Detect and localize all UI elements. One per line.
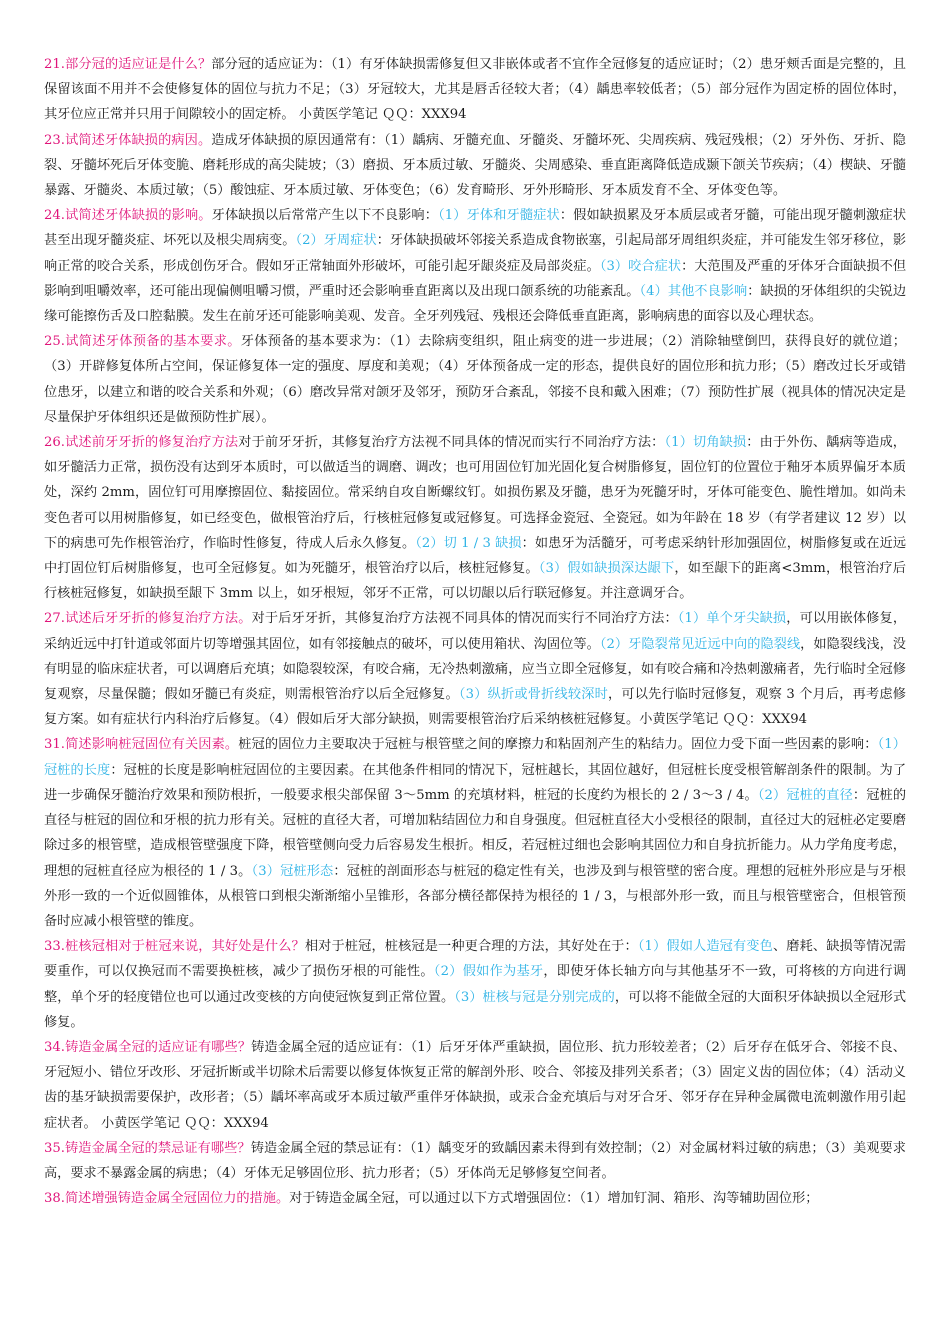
point-heading: （3）咬合症状 bbox=[599, 258, 682, 274]
qa-entry bbox=[44, 128, 906, 204]
answer-text: ：冠桩的直径与桩冠的固位和牙根的抗力形有关。冠桩的直径大者，可增加粘结固位力和自身强度。但冠桩直径大小受根径的限制，直径过大的冠桩必定要磨除过多的根管壁，造成根管壁强度下降，根管壁侧向受力后容易发生根折。相反，若冠桩过细也会影响其固位力和自身抗折能力。从力学角度考虑，理想的冠桩直径应为根径的 1 / 3。 bbox=[44, 787, 907, 879]
qa-entry bbox=[44, 732, 906, 934]
answer-text: ，即使牙体长轴方向与其他基牙不一致，可将核的方向进行调整，单个牙的轻度错位也可以通过改变核的方向使冠恢复到正常位置。 bbox=[44, 964, 907, 1005]
point-heading: （2）牙周症状 bbox=[295, 233, 377, 249]
answer-text: 对于后牙牙折，其修复治疗方法视不同具体的情况而实行不同治疗方法： bbox=[251, 611, 678, 627]
point-heading: （3）桩核与冠是分别完成的 bbox=[454, 989, 615, 1005]
qa-entry bbox=[44, 606, 906, 732]
question-heading: 25.试简述牙体预备的基本要求。 bbox=[44, 334, 241, 350]
answer-text: ：大范围及严重的牙体牙合面缺损不但影响到咀嚼效率，还可能出现偏侧咀嚼习惯，严重时还会影响垂直距离以及出现口颌系统的功能紊乱。 bbox=[44, 258, 907, 299]
point-heading: （1）牙体和牙髓症状 bbox=[438, 208, 560, 224]
answer-text: 牙体预备的基本要求为：（1）去除病变组织，阻止病变的进一步进展；（2）消除轴壁倒凹，获得良好的就位道；（3）开辟修复体所占空间，保证修复体一定的强度、厚度和美观；（4）牙体预备成一定的形态，提供良好的固位形和抗力形；（5）磨改过长牙或错位患牙，以建立和谐的咬合关系和外观；（6）磨改异常对颌牙及邻牙，预防牙合紊乱，邻接不良和戴入困难；（7）预防性扩展（视具体的情况决定是尽量保护牙体组织还是做预防性扩展）。 bbox=[44, 334, 906, 425]
answer-text: ，如隐裂线浅，没有明显的临床症状者，可以调磨后充填；如隐裂较深，有咬合痛，无冷热刺激痛，应当立即全冠修复，如有咬合痛和冷热刺激痛者，先行临时全冠修复观察，尽量保髓；假如牙髓已有炎症，则需根管治疗以后全冠修复。 bbox=[44, 636, 906, 703]
answer-text: 部分冠的适应证为：（1）有牙体缺损需修复但又非嵌体或者不宜作全冠修复的适应证时；（2）患牙颊舌面是完整的，且保留该面不用并不会使修复体的固位与抗力不足；（3）牙冠较大，尤其是唇舌径较大者；（4）龋患率较低者；（5）部分冠作为固定桥的固位体时，其牙位应正常并只用于间隙较小的固定桥。 小黄医学笔记 ＱＱ：XXX94 bbox=[44, 57, 906, 123]
point-heading: （3）冠桩形态 bbox=[251, 863, 334, 879]
qa-entry bbox=[44, 1186, 906, 1211]
answer-text: 造成牙体缺损的原因通常有：（1）龋病、牙髓充血、牙髓炎、牙髓坏死、尖周疾病、残冠残根；（2）牙外伤、牙折、隐裂、牙髓坏死后牙体变脆、磨耗形成的高尖陡坡；（3）磨损、牙本质过敏、牙髓炎、尖周感染、垂直距离降低造成颞下颌关节疾病；（4）楔缺、牙髓暴露、牙髓炎、本质过敏；（5）酸蚀症、牙本质过敏、牙体变色；（6）发育畸形、牙外形畸形、牙本质发育不全、牙体变色等。 bbox=[44, 132, 906, 199]
answer-text: ，可以先行临时冠修复，观察 3 个月后，再考虑修复方案。如有症状行内科治疗后修复。（4）假如后牙大部分缺损，则需要根管治疗后采纳核桩冠修复。小黄医学笔记 ＱＱ：XXX94 bbox=[44, 687, 906, 728]
qa-entry bbox=[44, 430, 906, 606]
question-heading: 33.桩核冠相对于桩冠来说，其好处是什么？ bbox=[44, 939, 305, 955]
qa-entry bbox=[44, 934, 906, 1035]
answer-text: 牙体缺损以后常常产生以下不良影响： bbox=[211, 208, 439, 224]
answer-text: ：冠桩的剖面形态与桩冠的稳定性有关，也涉及到与根管壁的密合度。理想的冠桩外形应是与牙根外形一致的一个近似圆锥体，从根管口到根尖渐渐缩小呈锥形，各部分横径都保持为根径的 1 / 3，与根部外形一致，而且与根管壁密合，但根管预备时应减小根管壁的锥度。 bbox=[44, 863, 906, 929]
qa-entry bbox=[44, 203, 906, 329]
answer-text: ，可以将不能做全冠的大面积牙体缺损以全冠形式修复。 bbox=[44, 989, 907, 1030]
point-heading: （1）冠桩的长度 bbox=[44, 737, 906, 778]
point-heading: （2）冠桩的直径 bbox=[757, 787, 853, 803]
question-heading: 35.铸造金属全冠的禁忌证有哪些？ bbox=[44, 1140, 251, 1156]
qa-entry bbox=[44, 1136, 906, 1186]
point-heading: （4）其他不良影响 bbox=[639, 283, 748, 299]
answer-text: 桩冠的固位力主要取决于冠桩与根管壁之间的摩擦力和粘固剂产生的粘结力。固位力受下面一些因素的影响： bbox=[238, 737, 878, 753]
question-heading: 21.部分冠的适应证是什么？ bbox=[44, 57, 212, 72]
answer-text: ，可以用嵌体修复，采纳近远中打针道或邻面片切等增强其固位，如有邻接触点的破坏，可以使用箱状、沟固位等。 bbox=[44, 611, 907, 652]
question-heading: 27.试述后牙牙折的修复治疗方法。 bbox=[44, 611, 252, 627]
answer-text: ：缺损的牙体组织的尖锐边缘可能擦伤舌及口腔黏膜。发生在前牙还可能影响美观、发音。全牙列残冠、残根还会降低垂直距离，影响病患的面容以及心理状态。 bbox=[44, 283, 907, 325]
qa-entry bbox=[44, 52, 906, 128]
answer-text: 相对于桩冠，桩核冠是一种更合理的方法，其好处在于： bbox=[304, 939, 638, 955]
point-heading: （1）单个牙尖缺损 bbox=[677, 611, 787, 627]
point-heading: （1）假如人造冠有变色 bbox=[637, 939, 773, 955]
answer-text: ：由于外伤、龋病等造成，如牙髓活力正常，损伤没有达到牙本质时，可以做适当的调磨、调改；也可用固位钉加光固化复合树脂修复，固位钉的位置位于釉牙本质界偏牙本质处，深约 2mm，固位钉可用摩擦固位、黏接固位。常采纳自攻自断螺纹钉。如损伤累及牙髓，患牙为死髓牙时，牙体可能变色、脆性增加。如尚未变色者可以用树脂修复，如已经变色，做根管治疗后，行核桩冠修复或冠修复。可选择金瓷冠、全瓷冠。如为年龄在 18 岁（有学者建议 12 岁）以下的病患可先作根管治疗，作临时性修复，待成人后永久修复。 bbox=[44, 435, 906, 551]
question-heading: 26.试述前牙牙折的修复治疗方法 bbox=[44, 435, 239, 451]
point-heading: （1）切角缺损 bbox=[664, 435, 747, 451]
answer-text: 铸造金属全冠的禁忌证有：（1）龋变牙的致龋因素未得到有效控制；（2）对金属材料过敏的病患；（3）美观要求高，要求不暴露金属的病患；（4）牙体无足够固位形、抗力形者；（5）牙体尚无足够修复空间者。 bbox=[44, 1140, 906, 1181]
point-heading: （3）假如缺损深达龈下 bbox=[538, 561, 675, 577]
document-page bbox=[44, 52, 906, 1211]
qa-entry bbox=[44, 1035, 906, 1136]
point-heading: （2）牙隐裂常见近远中向的隐裂线 bbox=[599, 636, 801, 652]
question-heading: 34.铸造金属全冠的适应证有哪些？ bbox=[44, 1039, 252, 1055]
question-heading: 38.简述增强铸造金属全冠固位力的措施。 bbox=[44, 1191, 290, 1207]
answer-text: 、磨耗、缺损等情况需要重作，可以仅换冠而不需要换桩核，减少了损伤牙根的可能性。 bbox=[44, 939, 906, 980]
question-heading: 24.试简述牙体缺损的影响。 bbox=[44, 208, 212, 224]
answer-text: 对于前牙牙折，其修复治疗方法视不同具体的情况而实行不同治疗方法： bbox=[238, 435, 665, 451]
answer-text: 铸造金属全冠的适应证有：（1）后牙牙体严重缺损，固位形、抗力形较差者；（2）后牙存在低牙合、邻接不良、牙冠短小、错位牙改形、牙冠折断或半切除术后需要以修复体恢复正常的解剖外形、咬合、邻接及排列关系者；（3）固定义齿的固位体；（4）活动义齿的基牙缺损需要保护，改形者；（5）龋坏率高或牙本质过敏严重伴牙体缺损，或汞合金充填后与对牙合牙、邻牙存在异种金属微电流刺激作用引起症状者。 小黄医学笔记 ＱＱ：XXX94 bbox=[44, 1039, 906, 1131]
answer-text: 对于铸造金属全冠，可以通过以下方式增强固位：（1）增加钉洞、箱形、沟等辅助固位形； bbox=[289, 1191, 819, 1207]
answer-text: ：牙体缺损破坏邻接关系造成食物嵌塞，引起局部牙周组织炎症，并可能发生邻牙移位，影响正常的咬合关系，形成创伤牙合。假如牙正常轴面外形破坏，可能引起牙龈炎症及局部炎症。 bbox=[44, 233, 907, 274]
point-heading: （2）假如作为基牙 bbox=[433, 964, 544, 980]
question-heading: 31.简述影响桩冠固位有关因素。 bbox=[44, 737, 239, 753]
question-heading: 23.试简述牙体缺损的病因。 bbox=[44, 132, 212, 148]
qa-entry bbox=[44, 329, 906, 430]
answer-text: ，如至龈下的距离<3mm，根管治疗后行核桩冠修复，如缺损至龈下 3mm 以上，如牙根短，邻牙不正常，可以切龈以后行联冠修复。并注意调牙合。 bbox=[44, 561, 906, 602]
point-heading: （3）纵折或骨折线较深时 bbox=[458, 687, 609, 703]
answer-text: ：假如缺损累及牙本质层或者牙髓，可能出现牙髓刺激症状甚至出现牙髓炎症、坏死以及根尖周病变。 bbox=[44, 208, 907, 249]
answer-text: ：冠桩的长度是影响桩冠固位的主要因素。在其他条件相同的情况下，冠桩越长，其固位越好，但冠桩长度受根管解剖条件的限制。为了进一步确保牙髓治疗效果和预防根折，一般要求根尖部保留 3～5mm 的充填材料，桩冠的长度约为根长的 2 / 3～3 / 4。 bbox=[44, 762, 907, 803]
answer-text: ：如患牙为活髓牙，可考虑采纳针形加强固位，树脂修复或在近远中打固位钉后树脂修复，也可全冠修复。如为死髓牙，根管治疗以后，核桩冠修复。 bbox=[44, 535, 907, 577]
point-heading: （2）切 1 / 3 缺损 bbox=[415, 535, 522, 551]
